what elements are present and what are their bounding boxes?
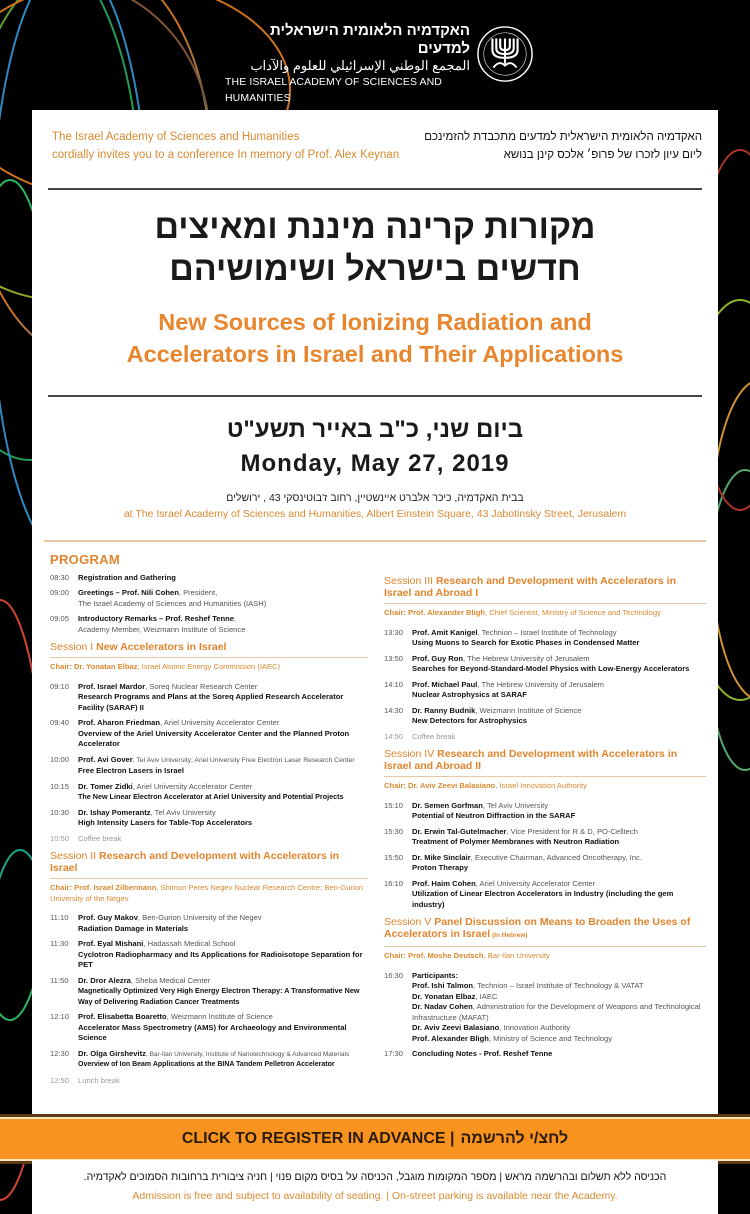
academy-name-block bbox=[225, 22, 470, 106]
item-talk-title: Radiation Damage in Materials bbox=[78, 923, 189, 933]
session-chair bbox=[50, 662, 368, 673]
participant-affiliation: , Administration for the Development of Weapons and Technological Infrastructure (MAFAT) bbox=[412, 1002, 701, 1022]
invitation-intro bbox=[52, 128, 702, 168]
date-english: Monday, May 27, 2019 bbox=[240, 450, 510, 477]
header bbox=[0, 0, 750, 108]
program-heading: PROGRAM bbox=[50, 552, 120, 567]
chair-name: Chair: Prof. Moshe Deutsch bbox=[384, 951, 484, 960]
chair-affiliation: , Israel Innovation Authority bbox=[495, 781, 587, 790]
item-time: 15:50 bbox=[384, 852, 404, 862]
program-item bbox=[384, 706, 706, 727]
item-speaker: Dr. Tomer Zidki bbox=[78, 781, 133, 791]
participant-name: Dr. Aviv Zeevi Balasiano bbox=[412, 1023, 500, 1032]
program-item bbox=[384, 879, 706, 911]
program-item bbox=[384, 1049, 706, 1060]
program-item bbox=[50, 976, 368, 1008]
item-time: 11:10 bbox=[50, 913, 69, 922]
program-item bbox=[50, 1049, 368, 1071]
item-time: 09:40 bbox=[50, 718, 70, 727]
break-label: Lunch break bbox=[78, 1075, 120, 1085]
footer-english: Admission is free and subject to availability of seating. | On-street parking is available near the Academy. bbox=[132, 1190, 618, 1202]
program-break bbox=[384, 732, 706, 743]
item-time: 15:30 bbox=[384, 826, 404, 836]
item-affiliation: , Ariel University Accelerator Center bbox=[160, 718, 280, 727]
session-chair bbox=[384, 951, 706, 962]
item-speaker: Dr. Olga Girshevitz bbox=[78, 1048, 146, 1058]
academy-name-arabic: المجمع الوطني الإسرائيلي للعلوم والآداب bbox=[250, 58, 470, 73]
participant-name: Dr. Yonatan Elbaz bbox=[412, 991, 476, 1001]
item-affiliation: , The Hebrew University of Jerusalem bbox=[477, 679, 604, 689]
item-talk-title: Research Programs and Plans at the Soreq Applied Research Accelerator Facility (SARAF) II bbox=[78, 692, 344, 712]
participant bbox=[412, 1034, 706, 1045]
session-chair bbox=[384, 781, 706, 792]
item-talk-title: Overview of Ion Beam Applications at the BINA Tandem Pelletron Accelerator bbox=[78, 1061, 335, 1068]
item-time: 10:15 bbox=[50, 781, 70, 791]
item-talk-title: Using Muons to Search for Exotic Phases in Condensed Matter bbox=[412, 638, 640, 647]
session-name: Research and Development with Accelerators in Israel and Abroad I bbox=[384, 575, 676, 599]
participants-label: Participants: bbox=[412, 970, 458, 980]
program-item bbox=[50, 782, 368, 803]
chair-affiliation: , Shimon Peres Negev Nuclear Research Centre; Ben-Gurion University of the Negev bbox=[50, 883, 364, 903]
item-time: 14:10 bbox=[384, 679, 404, 689]
program-break bbox=[50, 834, 368, 845]
invitation-card bbox=[32, 110, 718, 1114]
item-talk-title: Cyclotron Radiopharmacy and Its Applications for Radioisotope Separation for PET bbox=[78, 949, 363, 969]
date-hebrew: ביום שני, כ"ב באייר תשע"ט bbox=[226, 416, 524, 443]
item-time: 12:30 bbox=[50, 1048, 70, 1058]
item-affiliation: , Tel Aviv University; Ariel University Free Electron Laser Research Center bbox=[132, 756, 355, 764]
title-he-line2: חדשים בישראל ושימושיהם bbox=[169, 250, 581, 288]
item-time: 14:30 bbox=[384, 705, 404, 715]
item-talk-title: Searches for Beyond-Standard-Model Physics with Low-Energy Accelerators bbox=[412, 664, 690, 673]
chair-name: Chair: Dr. Aviv Zeevi Balasiano bbox=[384, 781, 496, 790]
academy-name-english: THE ISRAEL ACADEMY OF SCIENCES AND HUMANITIES bbox=[225, 76, 442, 104]
item-title: Registration and Gathering bbox=[78, 572, 176, 582]
item-affiliation: , Bar-Ilan University, Institute of Nanotechnology & Advanced Materials bbox=[145, 1050, 350, 1058]
session-number: Session V bbox=[384, 916, 435, 928]
participant bbox=[412, 981, 706, 992]
session-2-heading bbox=[50, 850, 368, 879]
item-time: 12:10 bbox=[50, 1012, 70, 1021]
session-number: Session III bbox=[384, 575, 436, 587]
item-talk-title: Accelerator Mass Spectrometry (AMS) for Archaeology and Environmental Science bbox=[78, 1022, 347, 1042]
item-talk-title: The New Linear Electron Accelerator at Ariel University and Potential Projects bbox=[78, 792, 344, 801]
participant-name: Dr. Nadav Cohen bbox=[412, 1002, 473, 1011]
invitation-english bbox=[52, 128, 399, 164]
program-column-right bbox=[384, 575, 706, 1065]
item-speaker: Prof. Aharon Friedman bbox=[78, 718, 160, 727]
academy-name-hebrew: האקדמיה הלאומית הישראלית למדעים bbox=[270, 22, 470, 57]
participant-name: Prof. Alexander Bligh bbox=[412, 1033, 489, 1043]
program-item bbox=[384, 628, 706, 649]
item-speaker: Dr. Dror Alezra bbox=[78, 975, 131, 985]
program-item bbox=[50, 755, 368, 777]
item-affiliation-line2: The Israel Academy of Sciences and Humanities (IASH) bbox=[78, 598, 267, 608]
divider bbox=[44, 540, 706, 542]
item-speaker: Greetings – Prof. Nili Cohen bbox=[78, 588, 179, 597]
item-talk-title: Overview of the Ariel University Accelerator Center and the Planned Proton Accelerator bbox=[78, 728, 350, 748]
break-time: 14:50 bbox=[384, 731, 404, 741]
program-item bbox=[50, 682, 368, 714]
chair-name: Chair: Dr. Yonatan Elbaz bbox=[50, 662, 138, 671]
participant-affiliation: , Innovation Authority bbox=[499, 1023, 571, 1032]
session-language-note: (In Hebrew) bbox=[490, 932, 528, 939]
item-affiliation: , Tel Aviv University bbox=[482, 800, 549, 810]
item-affiliation: , Weizmann Institute of Science bbox=[166, 1012, 273, 1021]
item-time: 09:10 bbox=[50, 681, 70, 691]
break-time: 10:50 bbox=[50, 833, 70, 843]
session-name: Research and Development with Accelerators in Israel and Abroad II bbox=[384, 748, 678, 772]
participant-affiliation: , IAEC bbox=[475, 991, 498, 1001]
item-affiliation: , Tel Aviv University bbox=[150, 807, 216, 817]
item-affiliation: , Ariel University Accelerator Center bbox=[132, 781, 253, 791]
panel-participants bbox=[384, 971, 706, 1045]
item-time: 16:10 bbox=[384, 878, 404, 888]
footer-notes bbox=[32, 1160, 718, 1214]
program-break bbox=[50, 1076, 368, 1087]
item-affiliation: , Vice President for R & D, PO-Celltech bbox=[506, 826, 638, 836]
item-speaker: Dr. Erwin Tal-Gutelmacher bbox=[412, 826, 507, 836]
participant bbox=[412, 1002, 706, 1023]
session-name: New Accelerators in Israel bbox=[96, 641, 227, 653]
program-item bbox=[50, 1012, 368, 1044]
item-time: 11:30 bbox=[50, 939, 69, 948]
item-affiliation: , Ariel University Accelerator Center bbox=[475, 878, 596, 888]
register-button[interactable] bbox=[0, 1117, 750, 1161]
item-affiliation: , Weizmann Institute of Science bbox=[475, 705, 582, 715]
item-speaker: Dr. Mike Sinclair bbox=[412, 852, 471, 862]
program-item bbox=[50, 808, 368, 829]
program-item bbox=[384, 827, 706, 848]
program-column-left bbox=[50, 552, 368, 1091]
item-talk-title: Magnetically Optimized Very High Energy Electron Therapy: A Transformative New Way of Delivering Radiation Cancer Treatments bbox=[78, 986, 360, 1006]
item-affiliation-line2: Academy Member, Weizmann Institute of Science bbox=[78, 624, 246, 634]
invitation-he-line2: ליום עיון לזכרו של פרופ׳ אלכס קינן בנושא bbox=[503, 149, 702, 161]
register-label-hebrew: לחצ/י להרשמה bbox=[460, 1130, 569, 1147]
item-time: 17:30 bbox=[384, 1049, 404, 1058]
item-speaker: Prof. Amit Kanigel bbox=[412, 627, 478, 637]
chair-name: Chair: Prof. Israel Zilbermann bbox=[50, 883, 157, 892]
title-he-line1: מקורות קרינה מיננת ומאיצים bbox=[154, 208, 596, 246]
item-affiliation: , President, bbox=[178, 588, 218, 597]
title-english bbox=[32, 306, 718, 370]
session-3-heading bbox=[384, 575, 706, 604]
program-item bbox=[50, 588, 368, 609]
item-time: 13:30 bbox=[384, 627, 404, 637]
item-speaker: Prof. Eyal Mishani bbox=[78, 939, 144, 948]
chair-affiliation: , Israel Atomic Energy Commission (IAEC) bbox=[137, 662, 281, 671]
title-en-line1: New Sources of Ionizing Radiation and bbox=[158, 309, 592, 335]
program-item bbox=[384, 654, 706, 675]
item-affiliation: , Sheba Medical Center bbox=[130, 975, 211, 985]
session-name: Research and Development with Accelerators in Israel bbox=[50, 850, 340, 874]
invitation-en-line1: The Israel Academy of Sciences and Humanities bbox=[52, 131, 300, 143]
program-item bbox=[50, 718, 368, 750]
item-speaker: Prof. Israel Mardor bbox=[78, 681, 146, 691]
item-time: 09:00 bbox=[50, 588, 70, 597]
session-1-heading bbox=[50, 641, 368, 658]
menorah-emblem-icon bbox=[476, 25, 534, 83]
item-affiliation: , Hadassah Medical School bbox=[143, 939, 236, 948]
item-title: Concluding Notes - Prof. Reshef Tenne bbox=[412, 1049, 553, 1058]
item-speaker: Prof. Guy Makov bbox=[78, 913, 138, 922]
participant-affiliation: , Technion – Israel Institute of Technology & VATAT bbox=[473, 981, 644, 990]
participant-affiliation: , Ministry of Science and Technology bbox=[488, 1033, 613, 1043]
invitation-he-line1: האקדמיה הלאומית הישראלית למדעים מתכבדת להזמינכם bbox=[424, 131, 702, 143]
program-item bbox=[50, 614, 368, 635]
item-time: 11:50 bbox=[50, 975, 69, 985]
participant-name: Prof. Ishi Talmon bbox=[412, 981, 474, 990]
item-time: 08:30 bbox=[50, 572, 70, 582]
item-speaker: Introductory Remarks – Prof. Reshef Tenne bbox=[78, 614, 234, 623]
item-affiliation: , Executive Chairman, Advanced Oncotherapy, Inc. bbox=[470, 852, 642, 862]
session-chair bbox=[384, 608, 706, 619]
item-speaker: Prof. Guy Ron bbox=[412, 653, 464, 663]
item-talk-title: High Intensity Lasers for Table-Top Accelerators bbox=[78, 818, 253, 827]
item-time: 13:50 bbox=[384, 653, 404, 663]
session-name: Panel Discussion on Means to Broaden the Uses of Accelerators in Israel bbox=[384, 916, 691, 940]
item-affiliation: , Ben-Gurion University of the Negev bbox=[137, 913, 262, 922]
session-number: Session I bbox=[50, 641, 97, 653]
register-label-english: CLICK TO REGISTER IN ADVANCE | bbox=[181, 1130, 455, 1147]
item-speaker: Dr. Ishay Pomerantz bbox=[78, 807, 151, 817]
item-speaker: Prof. Avi Gover bbox=[78, 754, 133, 764]
item-affiliation: , The Hebrew University of Jerusalem bbox=[463, 653, 590, 663]
title-hebrew bbox=[32, 206, 718, 290]
participant bbox=[412, 1023, 706, 1034]
item-talk-title: Free Electron Lasers in Israel bbox=[78, 766, 184, 775]
item-time: 09:05 bbox=[50, 614, 70, 623]
program-item bbox=[50, 573, 368, 584]
item-talk-title: Potential of Neutron Diffraction in the SARAF bbox=[412, 811, 576, 820]
venue-english: at The Israel Academy of Sciences and Humanities, Albert Einstein Square, 43 Jabotinsky Street, Jerusalem bbox=[123, 508, 627, 520]
break-label: Coffee break bbox=[78, 833, 122, 843]
chair-affiliation: , Bar-Ilan University bbox=[483, 951, 550, 960]
chair-affiliation: , Chief Scientist, Ministry of Science and Technology bbox=[484, 608, 661, 617]
chair-name: Chair: Prof. Alexander Bligh bbox=[384, 608, 485, 617]
break-time: 12:50 bbox=[50, 1075, 70, 1085]
item-talk-title: Treatment of Polymer Membranes with Neutron Radiation bbox=[412, 837, 620, 846]
session-4-heading bbox=[384, 748, 706, 777]
item-talk-title: Proton Therapy bbox=[412, 863, 469, 872]
invitation-hebrew bbox=[424, 128, 702, 164]
session-number: Session IV bbox=[384, 748, 438, 760]
program-item bbox=[384, 801, 706, 822]
footer-hebrew: הכניסה ללא תשלום ובהרשמה מראש | מספר המקומות מוגבל, הכניסה על בסיס מקום פנוי | חניה ציבורית ברחובות הסמוכים לאקדמיה. bbox=[83, 1171, 667, 1183]
session-number: Session II bbox=[50, 850, 100, 862]
item-time: 16:30 bbox=[384, 970, 404, 980]
divider bbox=[48, 395, 702, 397]
participant bbox=[412, 992, 706, 1003]
session-chair bbox=[50, 883, 368, 904]
item-speaker: Prof. Elisabetta Boaretto bbox=[78, 1012, 167, 1021]
divider bbox=[48, 188, 702, 190]
session-5-heading bbox=[384, 916, 706, 947]
invitation-en-line2: cordially invites you to a conference In memory of Prof. Alex Keynan bbox=[52, 149, 400, 161]
item-time: 10:00 bbox=[50, 754, 70, 764]
program-item bbox=[50, 939, 368, 971]
item-affiliation: , Soreq Nuclear Research Center bbox=[145, 681, 258, 691]
item-time: 15:10 bbox=[384, 800, 404, 810]
item-speaker: Prof. Haim Cohen bbox=[412, 878, 476, 888]
program-item bbox=[384, 680, 706, 701]
item-time: 10:30 bbox=[50, 807, 70, 817]
item-affiliation: , Technion – Israel Institute of Technology bbox=[477, 627, 617, 637]
title-en-line2: Accelerators in Israel and Their Applications bbox=[126, 341, 624, 367]
item-affiliation: , bbox=[234, 614, 237, 623]
venue-hebrew: בבית האקדמיה, כיכר אלברט איינשטיין, רחוב ז'בוטינסקי 43 , ירושלים bbox=[226, 492, 524, 504]
break-label: Coffee break bbox=[412, 731, 456, 741]
item-talk-title: New Detectors for Astrophysics bbox=[412, 716, 527, 725]
item-talk-title: Nuclear Astrophysics at SARAF bbox=[412, 690, 527, 699]
item-speaker: Prof. Michael Paul bbox=[412, 679, 478, 689]
item-speaker: Dr. Ranny Budnik bbox=[412, 705, 476, 715]
item-talk-title: Utilization of Linear Electron Accelerators in Industry (including the gem industry) bbox=[412, 889, 674, 909]
program-item bbox=[384, 853, 706, 874]
program-item bbox=[50, 913, 368, 934]
item-speaker: Dr. Semen Gorfman bbox=[412, 800, 483, 810]
